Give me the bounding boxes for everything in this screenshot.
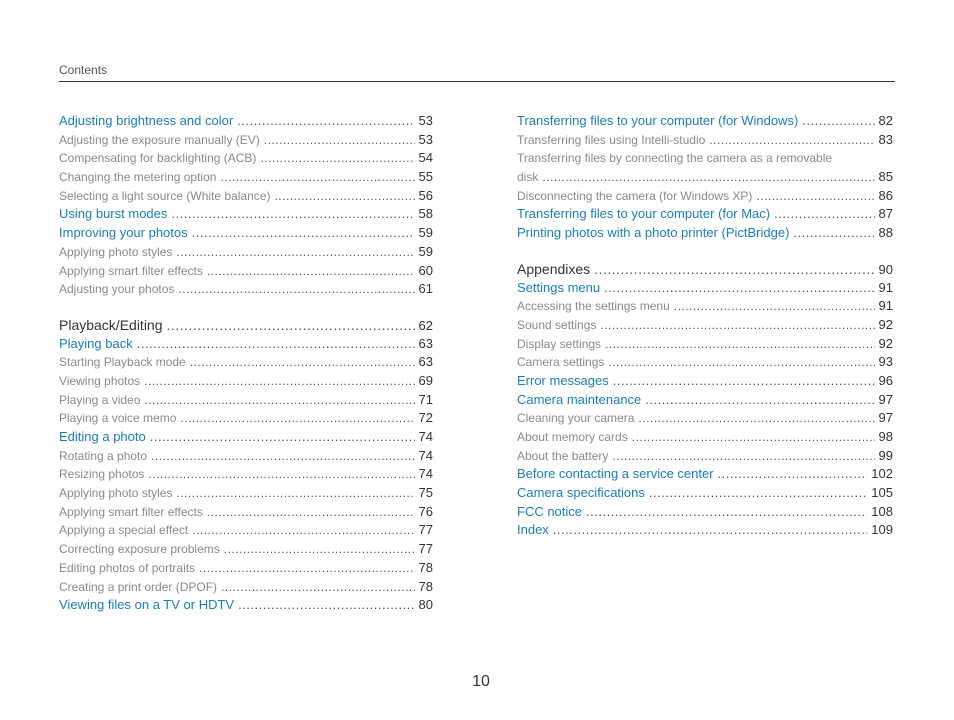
toc-entry-label: Applying smart filter effects [59, 504, 203, 519]
toc-entry-page: 61 [418, 281, 433, 297]
toc-entry-label: Camera settings [517, 355, 605, 370]
dot-leader [190, 353, 415, 372]
toc-entry-about-memory-cards [517, 428, 893, 447]
toc-entry-accessing-the-settings-menu [517, 297, 893, 316]
toc-entry-page: 62 [418, 317, 433, 333]
toc-entry-page: 96 [878, 372, 893, 388]
toc-entry-label: Applying photo styles [59, 486, 173, 501]
toc-entry-label: Settings menu [517, 279, 601, 295]
toc-entry-label: Printing photos with a photo printer (PictBridge) [517, 225, 790, 241]
toc-entry-label: Cleaning your camera [517, 411, 635, 426]
toc-entry-label: Applying photo styles [59, 244, 173, 259]
toc-entry-applying-a-special-effect [59, 521, 433, 540]
toc-entry-display-settings [517, 335, 893, 354]
header-label: Contents [59, 63, 108, 77]
dot-leader [674, 297, 875, 316]
toc-entry-page: 74 [418, 429, 433, 444]
toc-entry-error-messages[interactable] [517, 372, 893, 391]
toc-entry-disconnecting-the-camera-for-windows-xp [517, 187, 893, 206]
toc-entry-label: Improving your photos [59, 225, 188, 241]
toc-entry-label: Resizing photos [59, 467, 145, 482]
dot-leader [793, 224, 874, 243]
toc-entry-page: 77 [418, 541, 433, 557]
toc-entry-page: 60 [418, 262, 433, 278]
toc-entry-label-line: Transferring files by connecting the camera as a removable [517, 151, 833, 166]
toc-entry-starting-playback-mode [59, 353, 433, 372]
toc-entry-label: Camera specifications [517, 485, 645, 501]
toc-entry-label: About memory cards [517, 430, 628, 444]
toc-entry-page: 53 [418, 113, 433, 128]
toc-entry-adjusting-your-photos [59, 280, 433, 299]
dot-leader [645, 391, 874, 410]
toc-entry-label: Selecting a light source (White balance) [59, 188, 271, 203]
toc-entry-page: 108 [871, 503, 893, 519]
dot-leader [605, 335, 874, 354]
dot-leader [207, 503, 415, 522]
toc-entry-label: Index [517, 522, 549, 538]
dot-leader [137, 335, 415, 354]
toc-entry-viewing-photos [59, 372, 433, 391]
toc-entry-label: Playing back [59, 335, 133, 351]
toc-entry-fcc-notice[interactable] [517, 503, 893, 522]
toc-entry-page: 74 [418, 466, 433, 482]
toc-entry-applying-photo-styles [59, 484, 433, 503]
toc-entry-editing-a-photo[interactable] [59, 428, 433, 447]
toc-entry-label: Using burst modes [59, 206, 168, 222]
dot-leader [600, 316, 874, 335]
toc-entry-label: Changing the metering option [59, 170, 217, 185]
toc-entry-page: 69 [418, 372, 433, 388]
toc-entry-label: Playing a voice memo [59, 411, 177, 426]
toc-entry-page: 99 [878, 447, 893, 463]
toc-entry-label: Display settings [517, 336, 602, 351]
toc-entry-page: 80 [418, 597, 433, 613]
toc-entry-adjusting-brightness-and-color[interactable] [59, 112, 433, 131]
toc-entry-page: 54 [418, 150, 433, 166]
page-number: 10 [472, 673, 490, 690]
toc-entry-page: 105 [871, 485, 893, 501]
toc-entry-page: 78 [418, 559, 433, 575]
dot-leader [632, 428, 875, 447]
toc-entry-label: Compensating for backlighting (ACB) [59, 151, 257, 166]
toc-entry-transferring-files-to-your-computer-for-mac[interactable] [517, 205, 893, 224]
toc-entry-label: Viewing photos [59, 373, 141, 388]
dot-leader [604, 279, 874, 298]
section-gap [59, 299, 433, 316]
dot-leader [176, 484, 414, 503]
toc-entry-page: 63 [418, 335, 433, 351]
toc-entry-label: Playing a video [59, 392, 141, 407]
toc-entry-label: Creating a print order (DPOF) [59, 579, 218, 594]
dot-leader [649, 484, 867, 503]
toc-entry-page: 92 [878, 335, 893, 351]
toc-entry-label: FCC notice [517, 503, 583, 519]
dot-leader [176, 243, 414, 262]
dot-leader [148, 465, 414, 484]
toc-entry-transferring-files-by-connecting-the-camera-as-a-removable-disk [517, 168, 893, 187]
toc-entry-selecting-a-light-source-white-balance [59, 187, 433, 206]
toc-entry-page: 88 [878, 225, 893, 241]
toc-entry-playing-a-voice-memo [59, 409, 433, 428]
dot-leader [608, 353, 874, 372]
toc-entry-page: 59 [418, 243, 433, 259]
toc-entry-page: 91 [878, 298, 893, 314]
toc-entry-label: Adjusting your photos [59, 282, 175, 297]
dot-leader [151, 447, 414, 466]
toc-entry-page: 98 [878, 429, 893, 444]
toc-entry-page: 74 [418, 447, 433, 463]
toc-entry-page: 72 [418, 410, 433, 426]
dot-leader [171, 205, 414, 224]
toc-entry-page: 82 [878, 113, 893, 128]
toc-entry-page: 97 [878, 391, 893, 407]
toc-entry-compensating-for-backlighting-acb [59, 149, 433, 168]
toc-entry-label: Error messages [517, 372, 609, 388]
dot-leader [192, 521, 414, 540]
toc-entry-printing-photos-with-a-photo-printer-pictbridge[interactable] [517, 224, 893, 243]
toc-entry-applying-photo-styles [59, 243, 433, 262]
toc-entry-page: 109 [871, 522, 893, 538]
toc-entry-playing-back[interactable] [59, 335, 433, 354]
dot-leader [192, 224, 415, 243]
dot-leader [553, 521, 867, 540]
toc-entry-label: Rotating a photo [59, 448, 148, 463]
dot-leader [224, 540, 415, 559]
dot-leader [260, 149, 414, 168]
toc-entry-label: Transferring files using Intelli-studio [517, 132, 706, 147]
toc-entry-using-burst-modes[interactable] [59, 205, 433, 224]
dot-leader [612, 447, 874, 466]
toc-entry-editing-photos-of-portraits [59, 559, 433, 578]
toc-entry-sound-settings [517, 316, 893, 335]
toc-right-column [517, 112, 893, 540]
dot-leader [144, 391, 414, 410]
dot-leader [178, 280, 414, 299]
toc-entry-page: 59 [418, 225, 433, 241]
toc-entry-label: Applying smart filter effects [59, 263, 203, 278]
dot-leader [144, 372, 414, 391]
dot-leader [274, 187, 414, 206]
dot-leader [220, 168, 414, 187]
toc-entry-page: 85 [878, 169, 893, 185]
toc-entry-camera-settings [517, 353, 893, 372]
toc-entry-creating-a-print-order-dpof [59, 578, 433, 597]
toc-entry-label: Adjusting the exposure manually (EV) [59, 132, 260, 147]
toc-entry-label: Applying a special effect [59, 523, 189, 538]
dot-leader [542, 168, 874, 187]
toc-left-column [59, 112, 433, 615]
toc-entry-settings-menu[interactable] [517, 279, 893, 298]
dot-leader [638, 409, 874, 428]
toc-entry-camera-maintenance[interactable] [517, 391, 893, 410]
toc-entry-page: 93 [878, 354, 893, 370]
toc-entry-playback-editing [59, 316, 433, 335]
dot-leader [264, 131, 415, 150]
section-gap [517, 243, 893, 260]
toc-entry-label: About the battery [517, 448, 609, 463]
toc-entry-page: 102 [871, 466, 893, 482]
toc-entry-page: 76 [418, 503, 433, 519]
toc-entry-label: Playback/Editing [59, 316, 163, 333]
toc-entry-applying-smart-filter-effects [59, 262, 433, 281]
toc-entry-changing-the-metering-option [59, 168, 433, 187]
toc-entry-page: 78 [418, 578, 433, 594]
toc-entry-viewing-files-on-a-tv-or-hdtv[interactable] [59, 596, 433, 615]
toc-entry-page: 91 [878, 279, 893, 295]
dot-leader [167, 316, 415, 335]
toc-entry-label: Before contacting a service center [517, 466, 714, 482]
toc-entry-label: Transferring files to your computer (for Mac) [517, 206, 771, 222]
dot-leader [613, 372, 875, 391]
toc-entry-page: 75 [418, 485, 433, 501]
toc-entry-transferring-files-using-intelli-studio [517, 131, 893, 150]
dot-leader [207, 262, 415, 281]
toc-entry-page: 71 [418, 391, 433, 407]
toc-entry-cleaning-your-camera [517, 409, 893, 428]
toc-entry-page: 92 [878, 316, 893, 332]
toc-entry-page: 53 [418, 131, 433, 147]
toc-entry-page: 56 [418, 187, 433, 203]
dot-leader [199, 559, 414, 578]
toc-entry-label: Disconnecting the camera (for Windows XP) [517, 188, 753, 203]
toc-entry-page: 90 [878, 261, 893, 277]
toc-entry-correcting-exposure-problems [59, 540, 433, 559]
toc-entry-playing-a-video [59, 391, 433, 410]
dot-leader [774, 205, 874, 224]
toc-entry-page: 83 [878, 131, 893, 147]
toc-entry-camera-specifications[interactable] [517, 484, 893, 503]
toc-entry-page: 86 [878, 187, 893, 203]
dot-leader [237, 112, 414, 131]
toc-entry-page: 97 [878, 410, 893, 426]
toc-entry-improving-your-photos[interactable] [59, 224, 433, 243]
toc-entry-page: 55 [418, 169, 433, 185]
toc-entry-label: Sound settings [517, 317, 597, 332]
toc-entry-label: Correcting exposure problems [59, 542, 220, 557]
dot-leader [180, 409, 414, 428]
dot-leader [586, 503, 867, 522]
toc-entry-resizing-photos [59, 465, 433, 484]
toc-entry-label: Viewing files on a TV or HDTV [59, 597, 235, 613]
toc-entry-label: Editing a photo [59, 429, 146, 444]
dot-leader [221, 578, 414, 597]
toc-entry-transferring-files-to-your-computer-for-windows[interactable] [517, 112, 893, 131]
dot-leader [238, 596, 414, 615]
toc-entry-label: Starting Playback mode [59, 355, 186, 370]
toc-entry-label: Accessing the settings menu [517, 299, 670, 314]
dot-leader [718, 465, 868, 484]
dot-leader [150, 428, 415, 447]
toc-entry-before-contacting-a-service-center[interactable] [517, 465, 893, 484]
dot-leader [709, 131, 874, 150]
toc-entry-label: Editing photos of portraits [59, 560, 196, 575]
toc-entry-label: Appendixes [517, 260, 591, 277]
toc-entry-adjusting-the-exposure-manually-ev [59, 131, 433, 150]
toc-entry-label: Camera maintenance [517, 391, 642, 407]
toc-entry-label: disk [517, 170, 539, 185]
toc-entry-index[interactable] [517, 521, 893, 540]
toc-entry-label: Adjusting brightness and color [59, 113, 234, 128]
dot-leader [802, 112, 874, 131]
toc-entry-page: 87 [878, 206, 893, 222]
toc-entry-applying-smart-filter-effects [59, 503, 433, 522]
toc-entry-label: Transferring files to your computer (for Windows) [517, 113, 799, 128]
toc-entry-page: 77 [418, 522, 433, 538]
toc-entry-appendixes [517, 260, 893, 279]
dot-leader [594, 260, 874, 279]
toc-entry-about-the-battery [517, 447, 893, 466]
dot-leader [756, 187, 874, 206]
toc-entry-page: 58 [418, 206, 433, 222]
toc-entry-rotating-a-photo [59, 447, 433, 466]
header-rule [59, 81, 895, 82]
toc-entry-page: 63 [418, 354, 433, 370]
